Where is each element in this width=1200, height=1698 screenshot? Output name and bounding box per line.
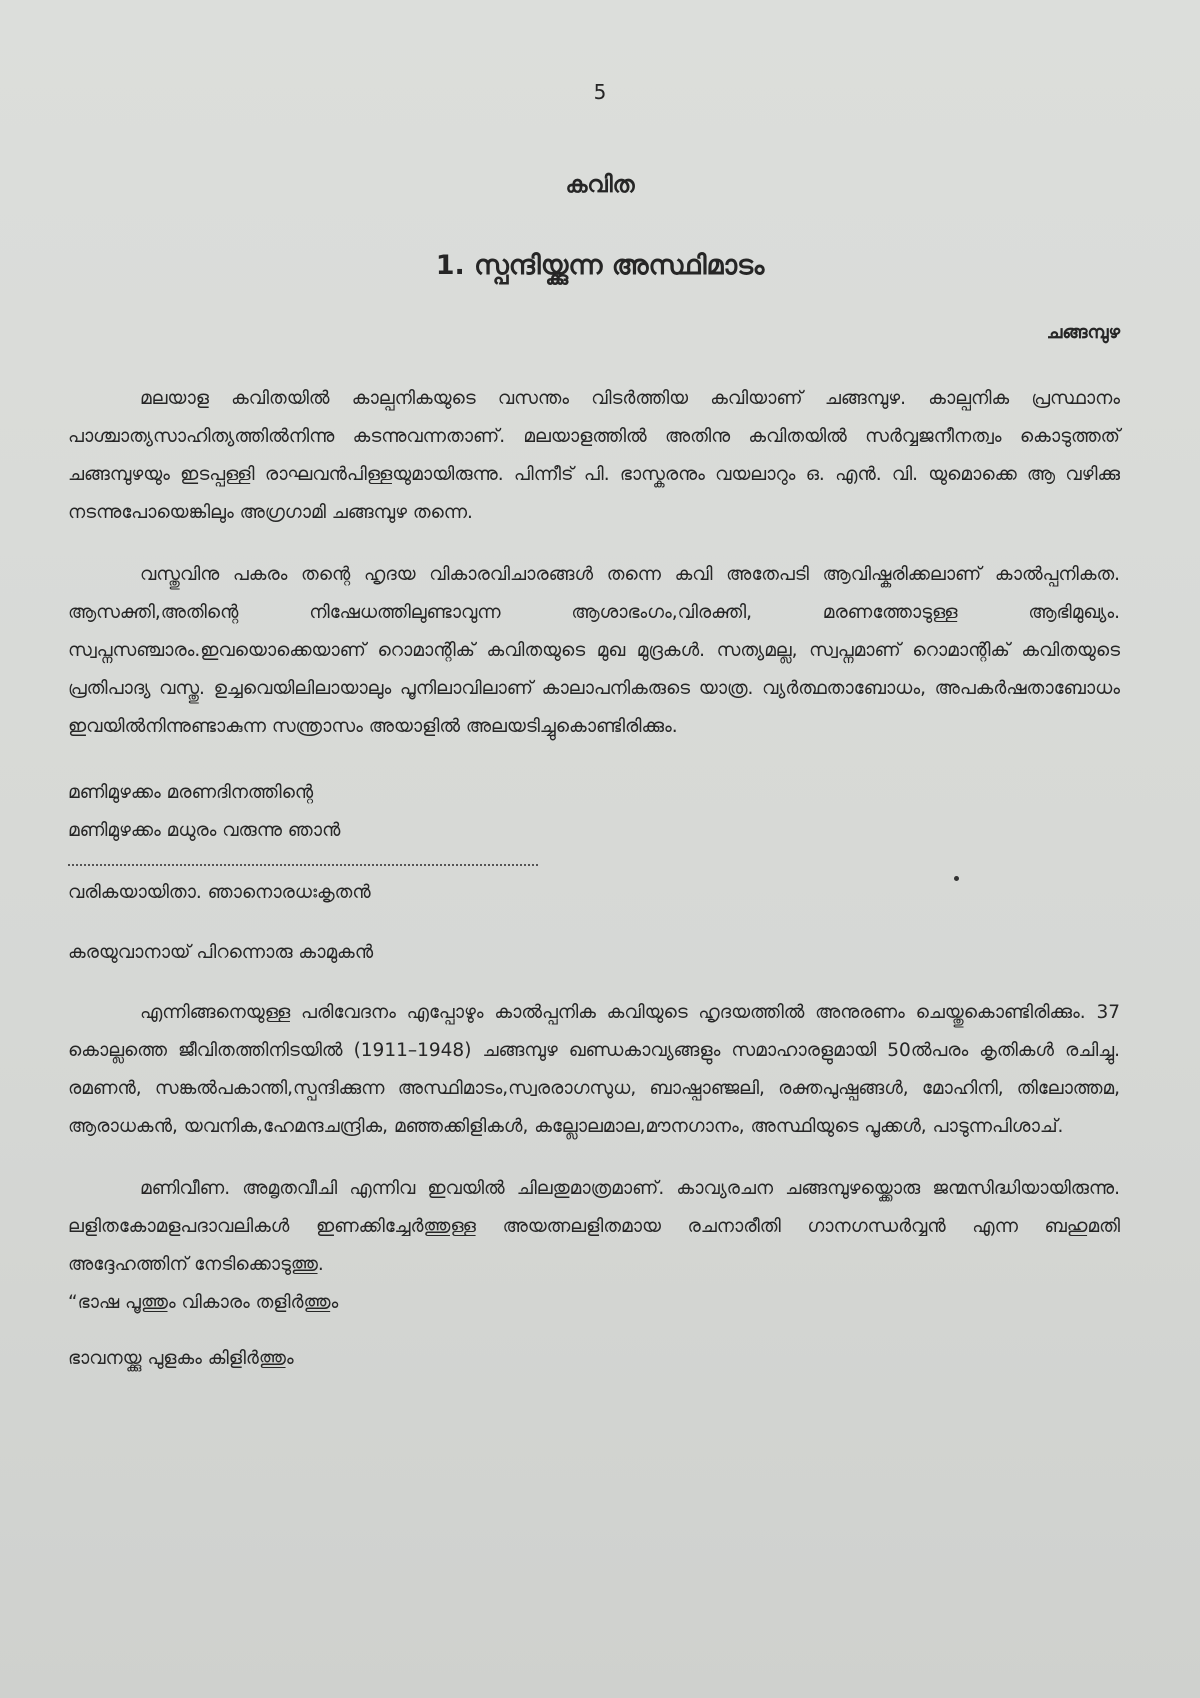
- poem-line: മണിമുഴക്കം മധുരം വരുന്നു ഞാൻ: [68, 820, 341, 841]
- poem-line: കരയുവാനായ് പിറന്നൊരു കാമുകൻ: [68, 942, 374, 963]
- author-name: ചങ്ങമ്പുഴ: [1046, 322, 1120, 343]
- poem-line: ഭാവനയ്ക്കു പുളകം കിളിർത്തും: [68, 1348, 294, 1369]
- poem-line: “ഭാഷ പൂത്തും വികാരം തളിർത്തും: [68, 1292, 339, 1313]
- dotted-separator: [68, 864, 538, 866]
- paragraph-style: മണിവീണ. അമൃതവീചി എന്നിവ ഇവയിൽ ചിലതുമാത്രമാണ്. കാവ്യരചന ചങ്ങമ്പുഴയ്ക്കൊരു ജന്മസിദ്ധിയായിരുന്നു. ലളിതകോമളപദാവലികൾ ഇണക്കിച്ചേർത്തുള്ള അയത്നലളിതമായ രചനാരീതി ഗാനഗന്ധർവ്വൻ എന്ന ബഹുമതി അദ്ദേഹത്തിന് നേടിക്കൊടുത്തു.: [68, 1178, 1120, 1275]
- paragraph-works: എന്നിങ്ങനെയുള്ള പരിവേദനം എപ്പോഴും കാൽപ്പനിക കവിയുടെ ഹൃദയത്തിൽ അനുരണം ചെയ്തുകൊണ്ടിരിക്കും. 37 കൊല്ലത്തെ ജീവിതത്തിനിടയിൽ (1911–1948) ചങ്ങമ്പുഴ ഖണ്ഡകാവ്യങ്ങളും സമാഹാരളുമായി 50ൽപരം കൃതികൾ രചിച്ചു. രമണൻ, സങ്കൽപകാന്തി,സ്പന്ദിക്കുന്ന അസ്ഥിമാടം,സ്വരരാഗസുധ, ബാഷ്പാഞ്ജലി, രക്തപുഷ്പങ്ങൾ, മോഹിനി, തിലോത്തമ, ആരാധകൻ, യവനിക,ഹേമന്ദചന്ദ്രിക, മഞ്ഞക്കിളികൾ, കല്ലോലമാല,മൗനഗാനം, അസ്ഥിയുടെ പൂക്കൾ, പാടുന്നപിശാച്.: [68, 1002, 1120, 1137]
- page-content: [68, 380, 1120, 1378]
- paragraph-intro: മലയാള കവിതയിൽ കാല്പനികയുടെ വസന്തം വിടർത്തിയ കവിയാണ് ചങ്ങമ്പുഴ. കാല്പനിക പ്രസ്ഥാനം പാശ്ചാത്യസാഹിത്യത്തിൽനിന്നു കടന്നുവന്നതാണ്. മലയാളത്തിൽ അതിനു കവിതയിൽ സർവ്വജനീനത്വം കൊടുത്തത് ചങ്ങമ്പുഴയും ഇടപ്പള്ളി രാഘവൻപിള്ളയുമായിരുന്നു. പിന്നീട് പി. ഭാസ്കരനും വയലാറും ഒ. എൻ. വി. യുമൊക്കെ ആ വഴിക്കു നടന്നുപോയെങ്കിലും അഗ്രഗാമി ചങ്ങമ്പുഴ തന്നെ.: [68, 388, 1120, 523]
- poem-stanza-4: [68, 1284, 1120, 1378]
- poem-line: വരികയായിതാ. ഞാനൊരധഃകൃതൻ: [68, 882, 371, 903]
- paragraph-romanticism: വസ്തുവിനു പകരം തന്റെ ഹൃദയ വികാരവിചാരങ്ങൾ തന്നെ കവി അതേപടി ആവിഷ്കരിക്കലാണ് കാൽപ്പനികത. ആസക്തി,അതിന്റെ നിഷേധത്തിലുണ്ടാവുന്ന ആശാഭംഗം,വിരക്തി, മരണത്തോടുള്ള ആഭിമുഖ്യം. സ്വപ്നസഞ്ചാരം.ഇവയൊക്കെയാണ് റൊമാന്റിക് കവിതയുടെ മുഖ മുദ്രകൾ. സത്യമല്ല, സ്വപ്നമാണ് റൊമാന്റിക് കവിതയുടെ പ്രതിപാദ്യ വസ്തു. ഉച്ചവെയിലിലായാലും പൂനിലാവിലാണ് കാലാപനികരുടെ യാത്ര. വ്യർത്ഥതാബോധം, അപകർഷതാബോധം ഇവയിൽനിന്നുണ്ടാകുന്ന സന്ത്രാസം അയാളിൽ അലയടിച്ചുകൊണ്ടിരിക്കും.: [68, 564, 1120, 737]
- chapter-title: 1. സ്പന്ദിയ്ക്കുന്ന അസ്ഥിമാടം: [435, 250, 765, 281]
- poem-line: മണിമുഴക്കം മരണദിനത്തിന്റെ: [68, 782, 314, 803]
- poem-stanza-2: [68, 874, 1120, 912]
- poem-stanza-3: [68, 934, 1120, 972]
- poem-stanza-1: [68, 774, 1120, 850]
- page-number: 5: [593, 80, 607, 104]
- section-title: കവിത: [565, 172, 635, 198]
